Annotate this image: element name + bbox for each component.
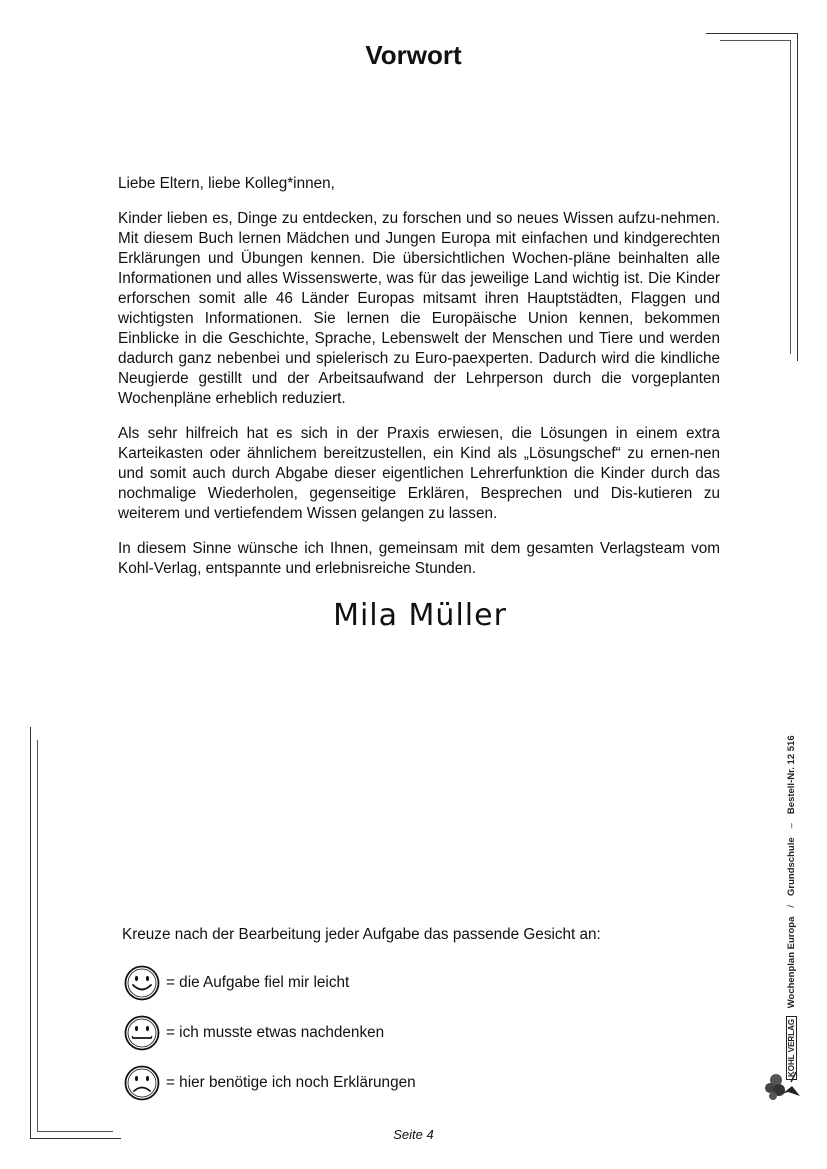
instruction-text: Kreuze nach der Bearbeitung jeder Aufgabe das passende Gesicht an: <box>122 926 601 943</box>
author-signature: Mila Müller <box>333 598 507 633</box>
sad-face-icon <box>124 1065 160 1101</box>
paragraph-2: Als sehr hilfreich hat es sich in der Praxis erwiesen, die Lösungen in einem extra Karteikasten oder ähnlichem bereitzustellen, ein Kind als „Lösungschef“ zu ernen-nen und somit auch durch Abgabe dieser eigentlichen Lehrerfunktion die Kinder durch das nochmalige Wiederholen, gegenseitige Erklären, Besprechen und Dis-kutieren zu weiterem und vertiefendem Wissen gelangen zu lassen. <box>118 425 720 522</box>
frame-line-top-right <box>706 33 798 34</box>
paragraph-1: Kinder lieben es, Dinge zu entdecken, zu forschen und so neues Wissen aufzu-nehmen. Mit diesem Buch lernen Mädchen und Jungen Europa mit einfachen und kindgerechten Erklärungen und Übungen kennen. Die übersichtlichen Wochen-pläne beinhalten alle Informationen und alles Wissenswerte, was für das jeweilige Land wichtig ist. Die Kinder erforschen somit alle 46 Länder Europas mitsamt ihren Hauptstädten, Flaggen und wichtigsten Informationen. Sie lernen die Europäische Union kennen, bekommen Einblicke in die Geschichte, Sprache, Lebenswelt der Menschen und Tiere und werden dadurch ganz nebenbei und spielerisch zu Euro-paexperten. Dadurch wird die kindliche Neugierde gestillt und der Arbeitsaufwand der Lehrperson durch die vorgeplanten Wochenpläne erheblich reduziert. <box>118 210 720 407</box>
legend-item-help <box>124 1065 416 1101</box>
preface-text <box>118 174 720 594</box>
legend-item-think <box>124 1015 384 1051</box>
neutral-face-icon <box>124 1015 160 1051</box>
happy-face-icon <box>124 965 160 1001</box>
frame-line-right-inner <box>790 40 791 354</box>
order-number: Bestell-Nr. 12 516 <box>786 735 797 815</box>
greeting: Liebe Eltern, liebe Kolleg*innen, <box>118 175 335 192</box>
publisher-logo-icon <box>764 1020 804 1105</box>
page-title: Vorwort <box>365 40 462 70</box>
frame-line-left-inner <box>37 740 38 1132</box>
page-number: Seite 4 <box>393 1127 434 1142</box>
side-book-info: KOHL VERLAG Wochenplan Europa/Grundschule–Bestell-Nr. 12 516 <box>786 735 797 1080</box>
legend-label-easy: = die Aufgabe fiel mir leicht <box>166 974 350 991</box>
book-level: Grundschule <box>786 837 797 896</box>
paragraph-3: In diesem Sinne wünsche ich Ihnen, gemeinsam mit dem gesamten Verlagsteam vom Kohl-Verlag, entspannte und erlebnisreiche Stunden. <box>118 540 720 577</box>
book-title: Wochenplan Europa <box>786 916 797 1009</box>
publisher-name: KOHL VERLAG <box>786 1016 797 1080</box>
frame-line-left <box>30 727 31 1139</box>
legend-label-help: = hier benötige ich noch Erklärungen <box>166 1074 416 1091</box>
frame-line-right <box>797 33 798 361</box>
legend-item-easy <box>124 965 349 1001</box>
legend-label-think: = ich musste etwas nachdenken <box>166 1024 385 1041</box>
